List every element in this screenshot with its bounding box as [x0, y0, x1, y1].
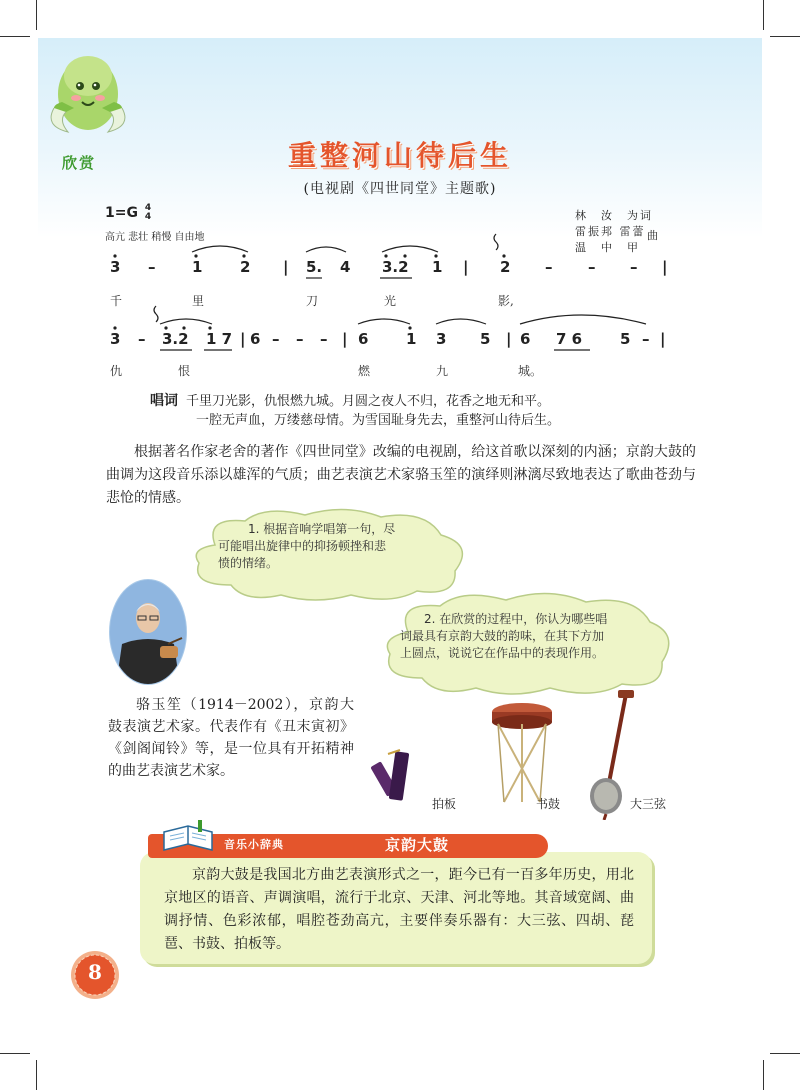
- score-lyric: 燃: [358, 364, 371, 378]
- section-tag: 欣赏: [62, 154, 97, 172]
- note: 1: [432, 258, 443, 276]
- time-bottom: 4: [144, 212, 152, 222]
- lyricist-credit: 林 汝 为词: [575, 209, 653, 222]
- note: –: [588, 258, 596, 276]
- score-lyric: 恨: [178, 364, 191, 378]
- note: –: [148, 258, 156, 276]
- note: 6: [358, 330, 369, 348]
- key-label: 1=G: [105, 205, 138, 221]
- slur: [192, 246, 248, 252]
- page-number: 8: [88, 960, 102, 984]
- note: 3: [110, 258, 121, 276]
- score-lyric: 城。: [518, 364, 543, 378]
- octave-dot: [434, 254, 437, 257]
- octave-dot: [113, 326, 116, 329]
- octave-dot: [164, 326, 167, 329]
- note: 2: [240, 258, 251, 276]
- composer-credit-2: 温 中 甲: [575, 241, 640, 254]
- octave-dot: [408, 326, 411, 329]
- intro-paragraph: 根据著名作家老舍的著作《四世同堂》改编的电视剧，给这首歌以深刻的内涵；京韵大鼓的曲调为这段音乐添以雄浑的气质；曲艺表演艺术家骆玉笙的演绎则淋漓尽致地表达了歌曲苍劲与悲怆的情感。: [106, 444, 696, 506]
- lyrics-text-1: 千里刀光影，仇恨燃九城。月圆之夜人不归，花香之地无和平。: [186, 394, 551, 409]
- barline: |: [283, 258, 289, 276]
- note: 1: [192, 258, 203, 276]
- composer-suffix: 曲: [647, 229, 660, 242]
- question-2-line-2: 词最具有京韵大鼓的韵味，在其下方加: [400, 629, 605, 643]
- barline: |: [240, 330, 246, 348]
- slur: [358, 319, 410, 324]
- time-top: 4: [144, 203, 152, 213]
- note: 6: [520, 330, 531, 348]
- sanxian-label: 大三弦: [630, 797, 667, 811]
- note: –: [630, 258, 638, 276]
- question-1-line-2: 可能唱出旋律中的抑扬顿挫和悲: [218, 539, 387, 553]
- dictionary-text: 京韵大鼓是我国北方曲艺表演形式之一，距今已有一百多年历史，用北京地区的语音、声调演唱，流行于北京、天津、河北等地。其音域宽阔、曲调抒情、色彩浓郁，唱腔苍劲高亢，主要伴奏乐器有：大三弦、四胡、琵琶、书鼓、拍板等。: [164, 867, 634, 952]
- drum-label: 书鼓: [536, 797, 561, 811]
- note: 5.: [306, 258, 323, 276]
- slur: [160, 319, 212, 324]
- grace-mark: [494, 234, 498, 250]
- octave-dot: [194, 254, 197, 257]
- octave-dot: [384, 254, 387, 257]
- slur: [436, 319, 486, 324]
- lyrics-line-1: [150, 392, 560, 411]
- book-icon: [160, 818, 216, 854]
- dictionary-term: 京韵大鼓: [385, 836, 450, 854]
- question-1-line-3: 愤的情绪。: [218, 556, 279, 570]
- note: 3: [110, 330, 121, 348]
- composer-credit-1: 雷振邦 雷蕾: [575, 225, 646, 238]
- octave-dot: [182, 326, 185, 329]
- crop-mark: [0, 1053, 30, 1054]
- lyrics-line-2: [150, 411, 560, 430]
- drum-icon: [492, 703, 552, 802]
- score-lyric: 影,: [498, 294, 514, 308]
- score-lyric: 光: [384, 294, 397, 308]
- grace-mark: [154, 306, 158, 322]
- octave-dot: [502, 254, 505, 257]
- slur: [306, 247, 346, 252]
- sanxian-icon: [590, 690, 634, 820]
- question-1-line-1: 1. 根据音响学唱第一句，尽: [248, 522, 396, 536]
- score-lyric: 千: [110, 294, 123, 308]
- score-lyric: 刀: [306, 294, 319, 308]
- song-subtitle: (电视剧《四世同堂》主题歌): [303, 181, 497, 197]
- note: 4: [340, 258, 351, 276]
- clapper-icon: [370, 750, 409, 801]
- note: 7 6: [556, 330, 583, 348]
- barline: |: [662, 258, 668, 276]
- question-1: [218, 521, 458, 572]
- question-2-line-3: 上圆点，说说它在作品中的表现作用。: [400, 646, 605, 660]
- note: 3: [436, 330, 447, 348]
- lyrics-block: [150, 392, 560, 430]
- score-markings: [0, 0, 800, 400]
- octave-dot: [113, 254, 116, 257]
- crop-mark: [763, 1060, 764, 1090]
- note: 5: [480, 330, 491, 348]
- crop-mark: [770, 1053, 800, 1054]
- song-title: 重整河山待后生: [287, 139, 512, 172]
- crop-mark: [36, 1060, 37, 1090]
- score-lyric: 仇: [110, 364, 123, 378]
- octave-dot: [403, 254, 406, 257]
- octave-dot: [208, 326, 211, 329]
- barline: |: [660, 330, 666, 348]
- note: 2: [500, 258, 511, 276]
- lyrics-text-2: 一腔无声血，万缕慈母情。为雪国耻身先去，重整河山待后生。: [196, 413, 561, 428]
- note: 6: [250, 330, 261, 348]
- note: –: [138, 330, 146, 348]
- note: –: [320, 330, 328, 348]
- note: 5: [620, 330, 631, 348]
- dictionary-name: 音乐小辞典: [224, 838, 284, 851]
- octave-dot: [242, 254, 245, 257]
- lyrics-label: 唱词: [150, 393, 178, 409]
- biography: 骆玉笙（1914－2002），京韵大鼓表演艺术家。代表作有《丑末寅初》《剑阁闻铃》等，是一位具有开拓精神的曲艺表演艺术家。: [108, 697, 354, 779]
- note: 1 7: [206, 330, 233, 348]
- note: –: [272, 330, 280, 348]
- slur: [520, 315, 646, 324]
- question-2-line-1: 2. 在欣赏的过程中，你认为哪些唱: [424, 612, 608, 626]
- score-lyric: 里: [192, 294, 205, 308]
- note: 1: [406, 330, 417, 348]
- tempo-marking: 高亢 悲壮 稍慢 自由地: [105, 232, 205, 243]
- note: 3.2: [382, 258, 409, 276]
- note: –: [296, 330, 304, 348]
- score-lyric: 九: [436, 364, 449, 378]
- note: –: [545, 258, 553, 276]
- slur: [382, 246, 438, 252]
- barline: |: [506, 330, 512, 348]
- question-2: [400, 611, 660, 662]
- barline: |: [342, 330, 348, 348]
- clapper-label: 拍板: [432, 797, 457, 811]
- note: –: [642, 330, 650, 348]
- note: 3.2: [162, 330, 189, 348]
- portrait-image: [108, 578, 188, 686]
- barline: |: [463, 258, 469, 276]
